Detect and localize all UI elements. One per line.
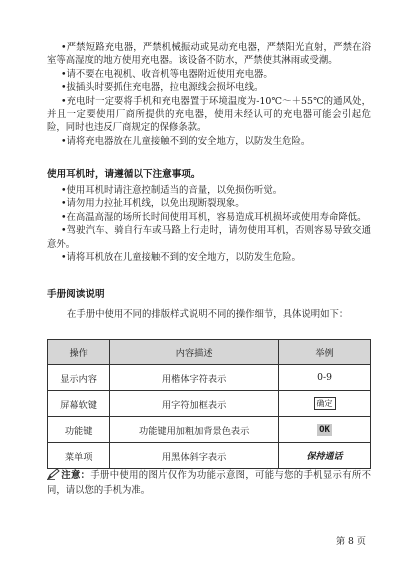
cell-operation: 屏幕软键 (48, 391, 110, 417)
softkey-example: 确定 (314, 397, 336, 410)
cell-operation: 菜单项 (48, 443, 110, 469)
cell-example: 0-9 (279, 365, 371, 391)
table-row (48, 443, 371, 469)
list-item: •在高温高湿的场所长时间使用耳机，容易造成耳机损坏或使用寿命降低。 (61, 211, 367, 223)
table-header-row (48, 340, 371, 365)
header-description: 内容描述 (110, 340, 279, 365)
list-item: •拔插头时要抓住充电器，拉电源线会损坏电线。 (61, 82, 264, 94)
function-key-example: OK (319, 424, 330, 435)
earphone-heading: 使用耳机时，请遵循以下注意事项。 (47, 169, 201, 180)
page-number: 第 8 页 (335, 536, 366, 547)
cell-operation: 显示内容 (48, 365, 110, 391)
cell-description: 用黑体斜字表示 (110, 443, 279, 469)
earphone-safety-list (47, 184, 371, 264)
table-row (48, 365, 371, 391)
table-row (48, 391, 371, 417)
cell-example (279, 443, 371, 469)
cell-operation: 功能键 (48, 417, 110, 443)
charger-safety-list (47, 41, 371, 148)
cell-description: 功能键用加粗加背景色表示 (110, 417, 279, 443)
note-label: 注意： (61, 470, 91, 481)
cell-example (279, 417, 371, 443)
cell-description: 用楷体字符表示 (110, 365, 279, 391)
note-text: 手册中使用的图片仅作为功能示意图，可能与您的手机显示有所不同，请以您的手机为准。 (47, 470, 371, 497)
cell-example (279, 391, 371, 417)
note-paragraph (47, 468, 371, 498)
note-pencil-icon (47, 468, 60, 484)
list-item: •请勿用力拉扯耳机线，以免出现断裂现象。 (61, 198, 245, 210)
header-example: 举例 (279, 340, 371, 365)
list-item: •请将充电器放在儿童接触不到的安全地方，以防发生危险。 (61, 135, 311, 147)
header-operation: 操作 (48, 340, 110, 365)
list-item: •请将耳机放在儿童接触不到的安全地方，以防发生危险。 (61, 252, 301, 264)
table-row (48, 417, 371, 443)
list-item: •充电时一定要将手机和充电器置于环境温度为-10℃～＋55℃的通风处，并且一定要使用厂商所提供的充电器，使用未经认可的充电器可能会引起危险，同时也违反厂商规定的保修条款。 (47, 95, 371, 134)
cell-description: 用字符加框表示 (110, 391, 279, 417)
menu-item-example: 保持通话 (306, 452, 343, 462)
list-item: •严禁短路充电器，严禁机械振动或晃动充电器，严禁阳光直射，严禁在浴室等高湿度的地方使用充电器。该设备不防水，严禁使其淋雨或受潮。 (47, 42, 371, 67)
list-item: •使用耳机时请注意控制适当的音量，以免损伤听觉。 (61, 185, 283, 196)
manual-heading: 手册阅读说明 (47, 289, 105, 300)
manual-intro: 在手册中使用不同的排版样式说明不同的操作细节，具体说明如下： (67, 309, 349, 320)
list-item: •驾驶汽车、骑自行车或马路上行走时，请勿使用耳机，否则容易导致交通意外。 (47, 225, 371, 250)
list-item: •请不要在电视机、收音机等电器附近使用充电器。 (61, 68, 273, 80)
typography-table (47, 339, 371, 469)
